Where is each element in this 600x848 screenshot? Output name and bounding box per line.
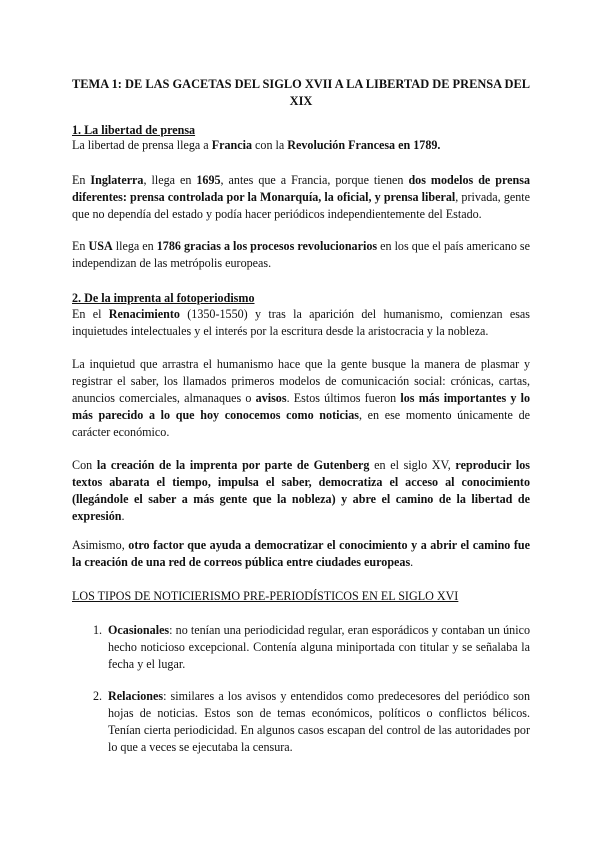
- list-item-number: 2.: [93, 689, 103, 703]
- section-heading-imprenta: 2. De la imprenta al fotoperiodismo: [72, 291, 255, 305]
- document-title: TEMA 1: DE LAS GACETAS DEL SIGLO XVII A LA LIBERTAD DE PRENSA DEL XIX: [72, 77, 531, 108]
- paragraph-gutenberg: Con la creación de la imprenta por parte de Gutenberg en el siglo XV, reproducir los textos abarata el tiempo, impulsa el saber, democratiza el acceso al conocimiento (llegándole el saber a más gente que la nobleza) y abre el camino de la libertad de expresión.: [72, 458, 530, 523]
- paragraph-usa: En USA llega en 1786 gracias a los procesos revolucionarios en los que el país americano se independizan de las metrópolis europeas.: [72, 239, 530, 270]
- section-heading-tipos-noticierismo: LOS TIPOS DE NOTICIERISMO PRE-PERIODÍSTICOS EN EL SIGLO XVI: [72, 589, 459, 603]
- paragraph-renacimiento: En el Renacimiento (1350-1550) y tras la aparición del humanismo, comienzan esas inquietudes intelectuales y el interés por la escritura desde la aristocracia y la nobleza.: [72, 307, 531, 338]
- list-item-number: 1.: [93, 623, 103, 637]
- list-item-ocasionales: Ocasionales: no tenían una periodicidad regular, eran esporádicos y contaban un único hecho noticioso excepcional. Contenía alguna miniportada con titular y se señalaba la fecha y el lugar.: [108, 623, 530, 671]
- paragraph-francia: La libertad de prensa llega a Francia con la Revolución Francesa en 1789.: [72, 138, 441, 152]
- paragraph-humanismo: La inquietud que arrastra el humanismo hace que la gente busque la manera de plasmar y registrar el saber, los llamados primeros modelos de comunicación social: crónicas, cartas, anuncios comerciales, almanaques o avisos. Estos últimos fueron los más importantes y lo más parecido a lo que hoy conocemos como noticias, en ese momento únicamente de carácter económico.: [72, 357, 530, 439]
- section-heading-libertad-prensa: 1. La libertad de prensa: [72, 123, 196, 137]
- list-item-relaciones: Relaciones: similares a los avisos y entendidos como predecesores del periódico son hojas de noticias. Estos son de temas económicos, políticos o conflictos bélicos. Tenían cierta periodicidad. En algunos casos escapan del control de las autoridades por lo que a veces se ejecutaba la censura.: [108, 689, 530, 754]
- paragraph-inglaterra: En Inglaterra, llega en 1695, antes que a Francia, porque tienen dos modelos de prensa diferentes: prensa controlada por la Monarquía, la oficial, y prensa liberal, privada, gente que no dependía del estado y podía hacer periódicos independientemente del Estado.: [72, 173, 531, 221]
- paragraph-correos: Asimismo, otro factor que ayuda a democratizar el conocimiento y a abrir el camino fue la creación de una red de correos pública entre ciudades europeas.: [72, 538, 531, 569]
